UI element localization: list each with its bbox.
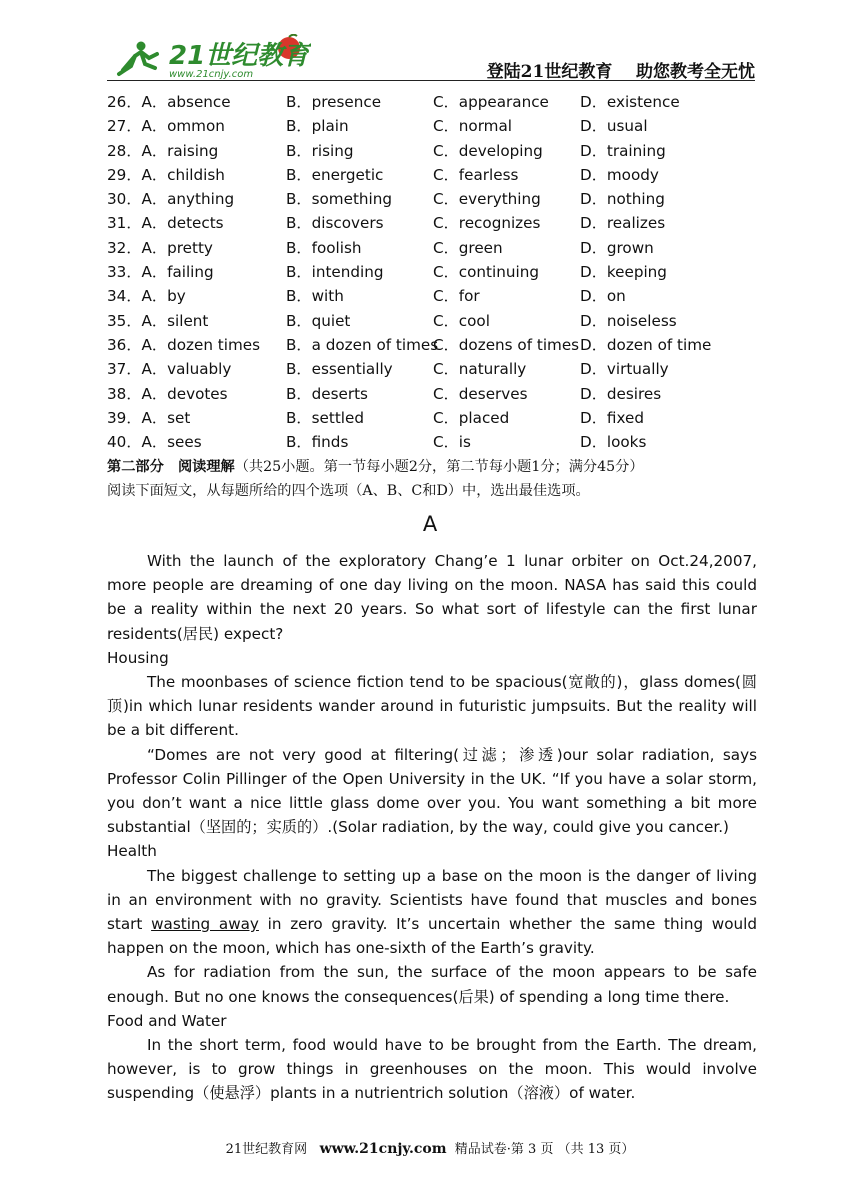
passage-letter: A (422, 512, 438, 536)
option-number-a (107, 333, 260, 357)
option-number-a (107, 236, 213, 260)
paragraph-2: The moonbases of science fiction tend to be spacious(宽敞的)，glass domes(圆顶)in which lunar residents wander around in futuristic jumpsuits. But the reality will be a bit different. (107, 673, 757, 740)
option-d: D．existence (580, 93, 680, 111)
question-number: 39． (107, 408, 142, 427)
heading-housing: Housing (107, 648, 169, 667)
question-number: 40． (107, 433, 142, 452)
option-b: B．something (286, 190, 393, 209)
option-c: C．placed (433, 408, 510, 427)
svg-text:www.21cnjy.com: www.21cnjy.com (169, 69, 254, 80)
option-a: A．devotes (141, 384, 228, 403)
option-number-a (107, 382, 228, 406)
option-a: A．childish (141, 165, 225, 184)
option-b: B．intending (286, 263, 384, 282)
logo-21cnjy (111, 34, 311, 80)
option-c: C．naturally (433, 360, 527, 379)
option-a: A．raising (141, 141, 219, 160)
option-c: C．is (433, 433, 471, 452)
question-number: 32． (107, 238, 142, 257)
option-b: B．discovers (286, 214, 384, 233)
option-a: A．sees (141, 433, 202, 452)
option-a: A．anything (141, 190, 235, 209)
option-row (107, 90, 767, 114)
option-b: B．rising (286, 141, 354, 160)
option-number-a (107, 90, 231, 114)
option-b: B．with (286, 287, 344, 306)
option-d: D．desires (580, 384, 662, 403)
question-number: 26． (107, 93, 142, 111)
option-number-a (107, 309, 208, 333)
option-a: A．dozen times (141, 335, 261, 354)
option-number-a (107, 430, 202, 454)
option-a: A．detects (141, 214, 224, 233)
heading-food-water: Food and Water (107, 1011, 227, 1030)
header-slogan: 登陆21世纪教育 助您教考全无忧 (486, 62, 755, 82)
option-c: C．everything (433, 190, 541, 209)
option-a: A．failing (141, 263, 214, 282)
option-row (107, 284, 767, 308)
section-title-bold: 第二部分 阅读理解 (107, 459, 235, 475)
question-number: 29． (107, 165, 142, 184)
passage-body (107, 549, 757, 1106)
question-number: 30． (107, 190, 142, 209)
page-header (107, 34, 755, 82)
option-row (107, 406, 767, 430)
option-d: D．on (580, 287, 626, 306)
section-title-rest: （共25小题。第一节每小题2分，第二节每小题1分；满分45分） (234, 459, 644, 475)
option-c: C．deserves (433, 384, 528, 403)
page-footer: 21世纪教育网 www.21cnjy.com 精品试卷·第 3 页 （共 13 页） (225, 1141, 635, 1157)
option-a: A．valuably (141, 360, 232, 379)
option-number-a (107, 139, 218, 163)
question-number: 27． (107, 117, 142, 136)
section-heading (107, 455, 767, 503)
heading-health: Health (107, 842, 157, 861)
option-a: A．by (141, 287, 186, 306)
option-d: D．training (580, 141, 666, 160)
question-number: 35． (107, 311, 142, 330)
option-c: C．developing (433, 141, 543, 160)
option-a: A．silent (141, 311, 209, 330)
question-number: 31． (107, 214, 142, 233)
option-d: D．looks (580, 433, 647, 452)
option-row (107, 163, 767, 187)
option-d: D．moody (580, 165, 659, 184)
option-row (107, 309, 767, 333)
option-c: C．appearance (433, 93, 549, 111)
option-b: B．settled (286, 408, 364, 427)
option-a: A．absence (141, 93, 231, 111)
question-number: 37． (107, 360, 142, 379)
option-row (107, 236, 767, 260)
option-b: B．essentially (286, 360, 393, 379)
paragraph-3: “Domes are not very good at filtering(过滤；渗透)our solar radiation, says Professor Colin Pillinger of the Open University in the UK. “If you have a solar storm, you don’t want a nice little glass dome over you. You want something a bit more substantial（坚固的；实质的）.(Solar radiation, by the way, could give you cancer.) (107, 745, 757, 837)
option-row (107, 333, 767, 357)
option-number-a (107, 406, 190, 430)
option-row (107, 260, 767, 284)
option-b: B．energetic (286, 165, 384, 184)
option-a: A．set (141, 408, 191, 427)
option-b: B．finds (286, 433, 349, 452)
paragraph-5: As for radiation from the sun, the surface of the moon appears to be safe enough. But no one knows the consequences(后果) of spending a long time there. (107, 963, 757, 1006)
option-number-a (107, 163, 225, 187)
option-c: C．for (433, 287, 480, 306)
option-d: D．usual (580, 117, 648, 136)
header-divider (107, 80, 755, 81)
underlined-phrase: wasting away (151, 915, 259, 934)
question-number: 33． (107, 263, 142, 282)
option-c: C．cool (433, 311, 490, 330)
option-number-a (107, 211, 224, 235)
option-row (107, 139, 767, 163)
option-b: B．foolish (286, 238, 362, 257)
option-d: D．keeping (580, 263, 667, 282)
option-c: C．fearless (433, 165, 519, 184)
option-b: B．plain (286, 117, 349, 136)
option-d: D．fixed (580, 408, 644, 427)
question-number: 36． (107, 335, 142, 354)
option-c: C．recognizes (433, 214, 541, 233)
option-row (107, 187, 767, 211)
option-a: A．pretty (141, 238, 213, 257)
option-d: D．dozen of time (580, 335, 712, 354)
question-number: 34． (107, 287, 142, 306)
option-c: C．normal (433, 117, 513, 136)
paragraph-6: In the short term, food would have to be brought from the Earth. The dream, however, is to grow things in greenhouses on the moon. This would involve suspending（使悬浮）plants in a nutrientrich solution（溶液）of water. (107, 1036, 757, 1103)
footer-site: www.21cnjy.com (319, 1141, 447, 1157)
option-number-a (107, 284, 186, 308)
svg-text:21世纪教育: 21世纪教育 (169, 41, 310, 71)
option-row (107, 357, 767, 381)
option-number-a (107, 260, 214, 284)
option-c: C．continuing (433, 263, 539, 282)
option-b: B．quiet (286, 311, 351, 330)
option-d: D．grown (580, 238, 654, 257)
option-number-a (107, 357, 231, 381)
question-number: 28． (107, 141, 142, 160)
option-d: D．virtually (580, 360, 669, 379)
option-number-a (107, 114, 225, 138)
option-a: A．ommon (141, 117, 225, 136)
option-b: B．presence (286, 93, 382, 111)
question-number: 38． (107, 384, 142, 403)
option-c: C．green (433, 238, 503, 257)
option-row (107, 382, 767, 406)
option-row (107, 211, 767, 235)
option-d: D．noiseless (580, 311, 677, 330)
section-instruction: 阅读下面短文，从每题所给的四个选项（A、B、C和D）中，选出最佳选项。 (107, 483, 590, 499)
option-b: B．a dozen of times (286, 335, 439, 354)
paragraph-4: The biggest challenge to setting up a base on the moon is the danger of living in an environment with no gravity. Scientists have found that muscles and bones start wasting away in zero gravity. It’s uncertain whether the same thing would happen on the moon, which has one-sixth of the Earth’s gravity. (107, 866, 757, 958)
cloze-options (107, 90, 767, 454)
option-row (107, 114, 767, 138)
option-d: D．nothing (580, 190, 665, 209)
option-b: B．deserts (286, 384, 368, 403)
option-number-a (107, 187, 234, 211)
option-c: C．dozens of times (433, 335, 580, 354)
option-row (107, 430, 767, 454)
paragraph-1: With the launch of the exploratory Chang’e 1 lunar orbiter on Oct.24,2007, more people are dreaming of one day living on the moon. NASA has said this could be a reality within the next 20 years. So what sort of lifestyle can the first lunar residents(居民) expect? (107, 552, 757, 643)
option-d: D．realizes (580, 214, 666, 233)
